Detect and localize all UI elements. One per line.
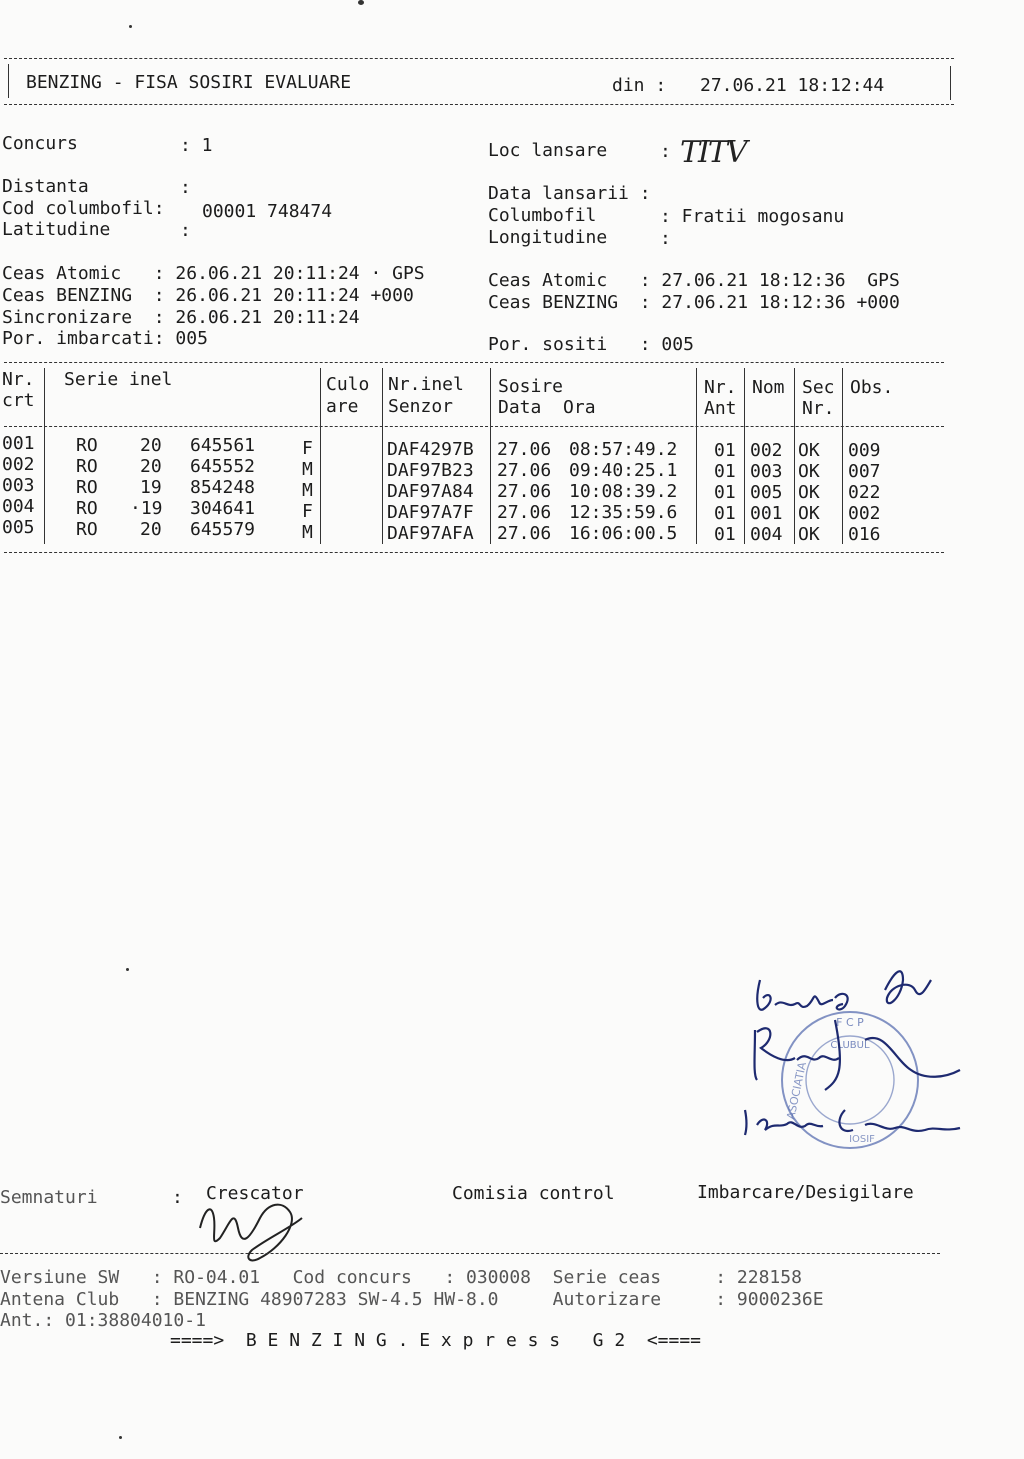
cell-nr: 003 (2, 475, 35, 496)
cell-nr: 002 (2, 454, 35, 475)
cell-nom: 001 (750, 503, 783, 524)
cell-inel: 854248 (190, 477, 256, 498)
th-are: are (326, 396, 359, 417)
cell-nom: 004 (750, 524, 783, 545)
cell-data: 27.06 (497, 481, 552, 502)
header-date: 27.06.21 18:12:44 (700, 75, 885, 96)
cell-nom: 005 (750, 482, 783, 503)
cell-sex: M (302, 480, 313, 501)
stamp-mid-text: CLUBUL (830, 1040, 870, 1051)
th-serie-inel: Serie inel (64, 369, 173, 390)
col-sep (794, 368, 795, 544)
cell-ora: 08:57:49.2 (569, 439, 678, 460)
header-right-border (950, 66, 951, 100)
cell-ant: 01 (714, 482, 736, 503)
signature-rule (0, 1253, 940, 1254)
table-header-rule (4, 426, 944, 427)
speck (358, 0, 364, 5)
ceas-atomic-left: Ceas Atomic : 26.06.21 20:11:24 · GPS (2, 263, 425, 284)
th-obs: Obs. (850, 377, 894, 398)
distanta-label: Distanta (2, 176, 89, 197)
columbofil-label: Columbofil (488, 205, 597, 226)
cell-sec: OK (798, 524, 820, 545)
cell-ant: 01 (714, 461, 736, 482)
cell-an: 19 (140, 477, 162, 498)
cell-ora: 16:06:00.5 (569, 523, 678, 544)
por-imbarcati: Por. imbarcati: 005 (2, 328, 208, 349)
table-top-rule (4, 362, 944, 363)
cell-nr: 005 (2, 517, 35, 538)
col-sep (696, 368, 697, 544)
cell-inel: 645579 (190, 519, 256, 540)
versiune-line: Versiune SW : RO-04.01 Cod concurs : 030008 Serie ceas : 228158 (0, 1267, 802, 1288)
cell-inel: 645552 (190, 456, 256, 477)
longitudine-value: : (660, 228, 671, 249)
distanta-value: : (180, 177, 191, 198)
col-sep (842, 368, 843, 544)
loc-lansare-label: Loc lansare (488, 140, 608, 161)
cell-obs: 016 (848, 524, 881, 545)
cell-sex: F (302, 438, 313, 459)
cell-sex: M (302, 522, 313, 543)
col-sep (744, 368, 745, 544)
por-sositi: Por. sositi : 005 (488, 334, 694, 355)
cell-senzor: DAF4297B (387, 439, 474, 460)
cell-data: 27.06 (497, 523, 552, 544)
speck (126, 968, 129, 971)
th-culo: Culo (326, 374, 370, 395)
latitudine-value: : (180, 220, 191, 241)
cell-sec: OK (798, 482, 820, 503)
th-sec-nr: Nr. (802, 398, 835, 419)
th-sosire: Sosire (498, 376, 564, 397)
col-sep (320, 368, 321, 544)
cell-an: 20 (140, 435, 162, 456)
cell-obs: 009 (848, 440, 881, 461)
cell-nom: 002 (750, 440, 783, 461)
cell-inel: 645561 (190, 435, 256, 456)
cell-sec: OK (798, 503, 820, 524)
th-nr: Nr. (2, 369, 35, 390)
ceas-benzing-left: Ceas BENZING : 26.06.21 20:11:24 +000 (2, 285, 414, 306)
ant-line: Ant.: 01:38804010-1 (0, 1310, 206, 1331)
cell-tara: RO (76, 519, 98, 540)
crescator-label: Crescator (206, 1183, 304, 1204)
cell-data: 27.06 (497, 460, 552, 481)
cell-an: 20 (140, 519, 162, 540)
cod-columbofil-label: Cod columbofil: (2, 198, 165, 219)
cell-tara: RO (76, 498, 98, 519)
cell-nr: 004 (2, 496, 35, 517)
cell-nr: 001 (2, 433, 35, 454)
concurs-value: : 1 (180, 135, 213, 156)
cell-senzor: DAF97A84 (387, 481, 474, 502)
cell-nom: 003 (750, 461, 783, 482)
col-sep (490, 368, 491, 544)
commission-signatures (735, 960, 975, 1150)
latitudine-label: Latitudine (2, 219, 111, 240)
cell-obs: 007 (848, 461, 881, 482)
stamp-left-text: ASOCIATIA (784, 1060, 810, 1121)
cod-columbofil-value: 00001 748474 (202, 201, 333, 222)
longitudine-label: Longitudine (488, 227, 608, 248)
cell-ora: 09:40:25.1 (569, 460, 678, 481)
data-lansarii-label: Data lansarii : (488, 183, 651, 204)
ceas-benzing-right: Ceas BENZING : 27.06.21 18:12:36 +000 (488, 292, 900, 313)
cell-data: 27.06 (497, 502, 552, 523)
cell-ant: 01 (714, 503, 736, 524)
concurs-label: Concurs (2, 133, 78, 154)
th-data-ora: Data Ora (498, 397, 596, 418)
cell-obs: 022 (848, 482, 881, 503)
th-sec: Sec (802, 377, 835, 398)
header-din-label: din : (612, 75, 667, 96)
cell-senzor: DAF97A7F (387, 502, 474, 523)
cell-data: 27.06 (497, 439, 552, 460)
col-sep (44, 368, 45, 544)
imbarcare-label: Imbarcare/Desigilare (697, 1182, 914, 1203)
semnaturi-label: Semnaturi (0, 1187, 98, 1208)
sincronizare: Sincronizare : 26.06.21 20:11:24 (2, 307, 360, 328)
cell-ant: 01 (714, 524, 736, 545)
cell-obs: 002 (848, 503, 881, 524)
header-top-rule (4, 58, 954, 59)
header-bottom-rule (4, 104, 954, 105)
th-crt: crt (2, 390, 35, 411)
speck (119, 1436, 122, 1439)
columbofil-value: : Fratii mogosanu (660, 206, 845, 227)
cell-ora: 10:08:39.2 (569, 481, 678, 502)
cell-ant: 01 (714, 440, 736, 461)
th-nr-inel: Nr.inel (388, 374, 464, 395)
th-nr-ant: Nr. (704, 377, 737, 398)
cell-sec: OK (798, 461, 820, 482)
th-nom: Nom (752, 377, 785, 398)
comisia-control-label: Comisia control (452, 1183, 615, 1204)
stamp-bottom-text: IOSIF (849, 1134, 875, 1145)
th-ant: Ant (704, 398, 737, 419)
semnaturi-colon: : (172, 1187, 183, 1208)
cell-inel: 304641 (190, 498, 256, 519)
cell-an: ·19 (130, 498, 163, 519)
cell-tara: RO (76, 435, 98, 456)
benzing-express-banner: ====> B E N Z I N G . E x p r e s s G 2 <==== (170, 1330, 702, 1351)
speck (129, 25, 132, 28)
cell-an: 20 (140, 456, 162, 477)
cell-sex: M (302, 459, 313, 480)
antena-line: Antena Club : BENZING 48907283 SW-4.5 HW-8.0 Autorizare : 9000236E (0, 1289, 824, 1310)
cell-ora: 12:35:59.6 (569, 502, 678, 523)
th-senzor: Senzor (388, 396, 454, 417)
cell-tara: RO (76, 456, 98, 477)
loc-lansare-handwritten: TITV (680, 135, 746, 170)
loc-lansare-colon: : (660, 141, 671, 162)
cell-senzor: DAF97B23 (387, 460, 474, 481)
table-bottom-rule (4, 552, 944, 553)
cell-senzor: DAF97AFA (387, 523, 474, 544)
cell-tara: RO (76, 477, 98, 498)
header-left-border (8, 64, 9, 98)
crescator-signature (190, 1188, 330, 1268)
ceas-atomic-right: Ceas Atomic : 27.06.21 18:12:36 GPS (488, 270, 900, 291)
cell-sec: OK (798, 440, 820, 461)
header-title: BENZING - FISA SOSIRI EVALUARE (26, 72, 352, 93)
stamp-top-text: F C P (836, 1016, 864, 1029)
col-sep (382, 368, 383, 544)
cell-sex: F (302, 501, 313, 522)
